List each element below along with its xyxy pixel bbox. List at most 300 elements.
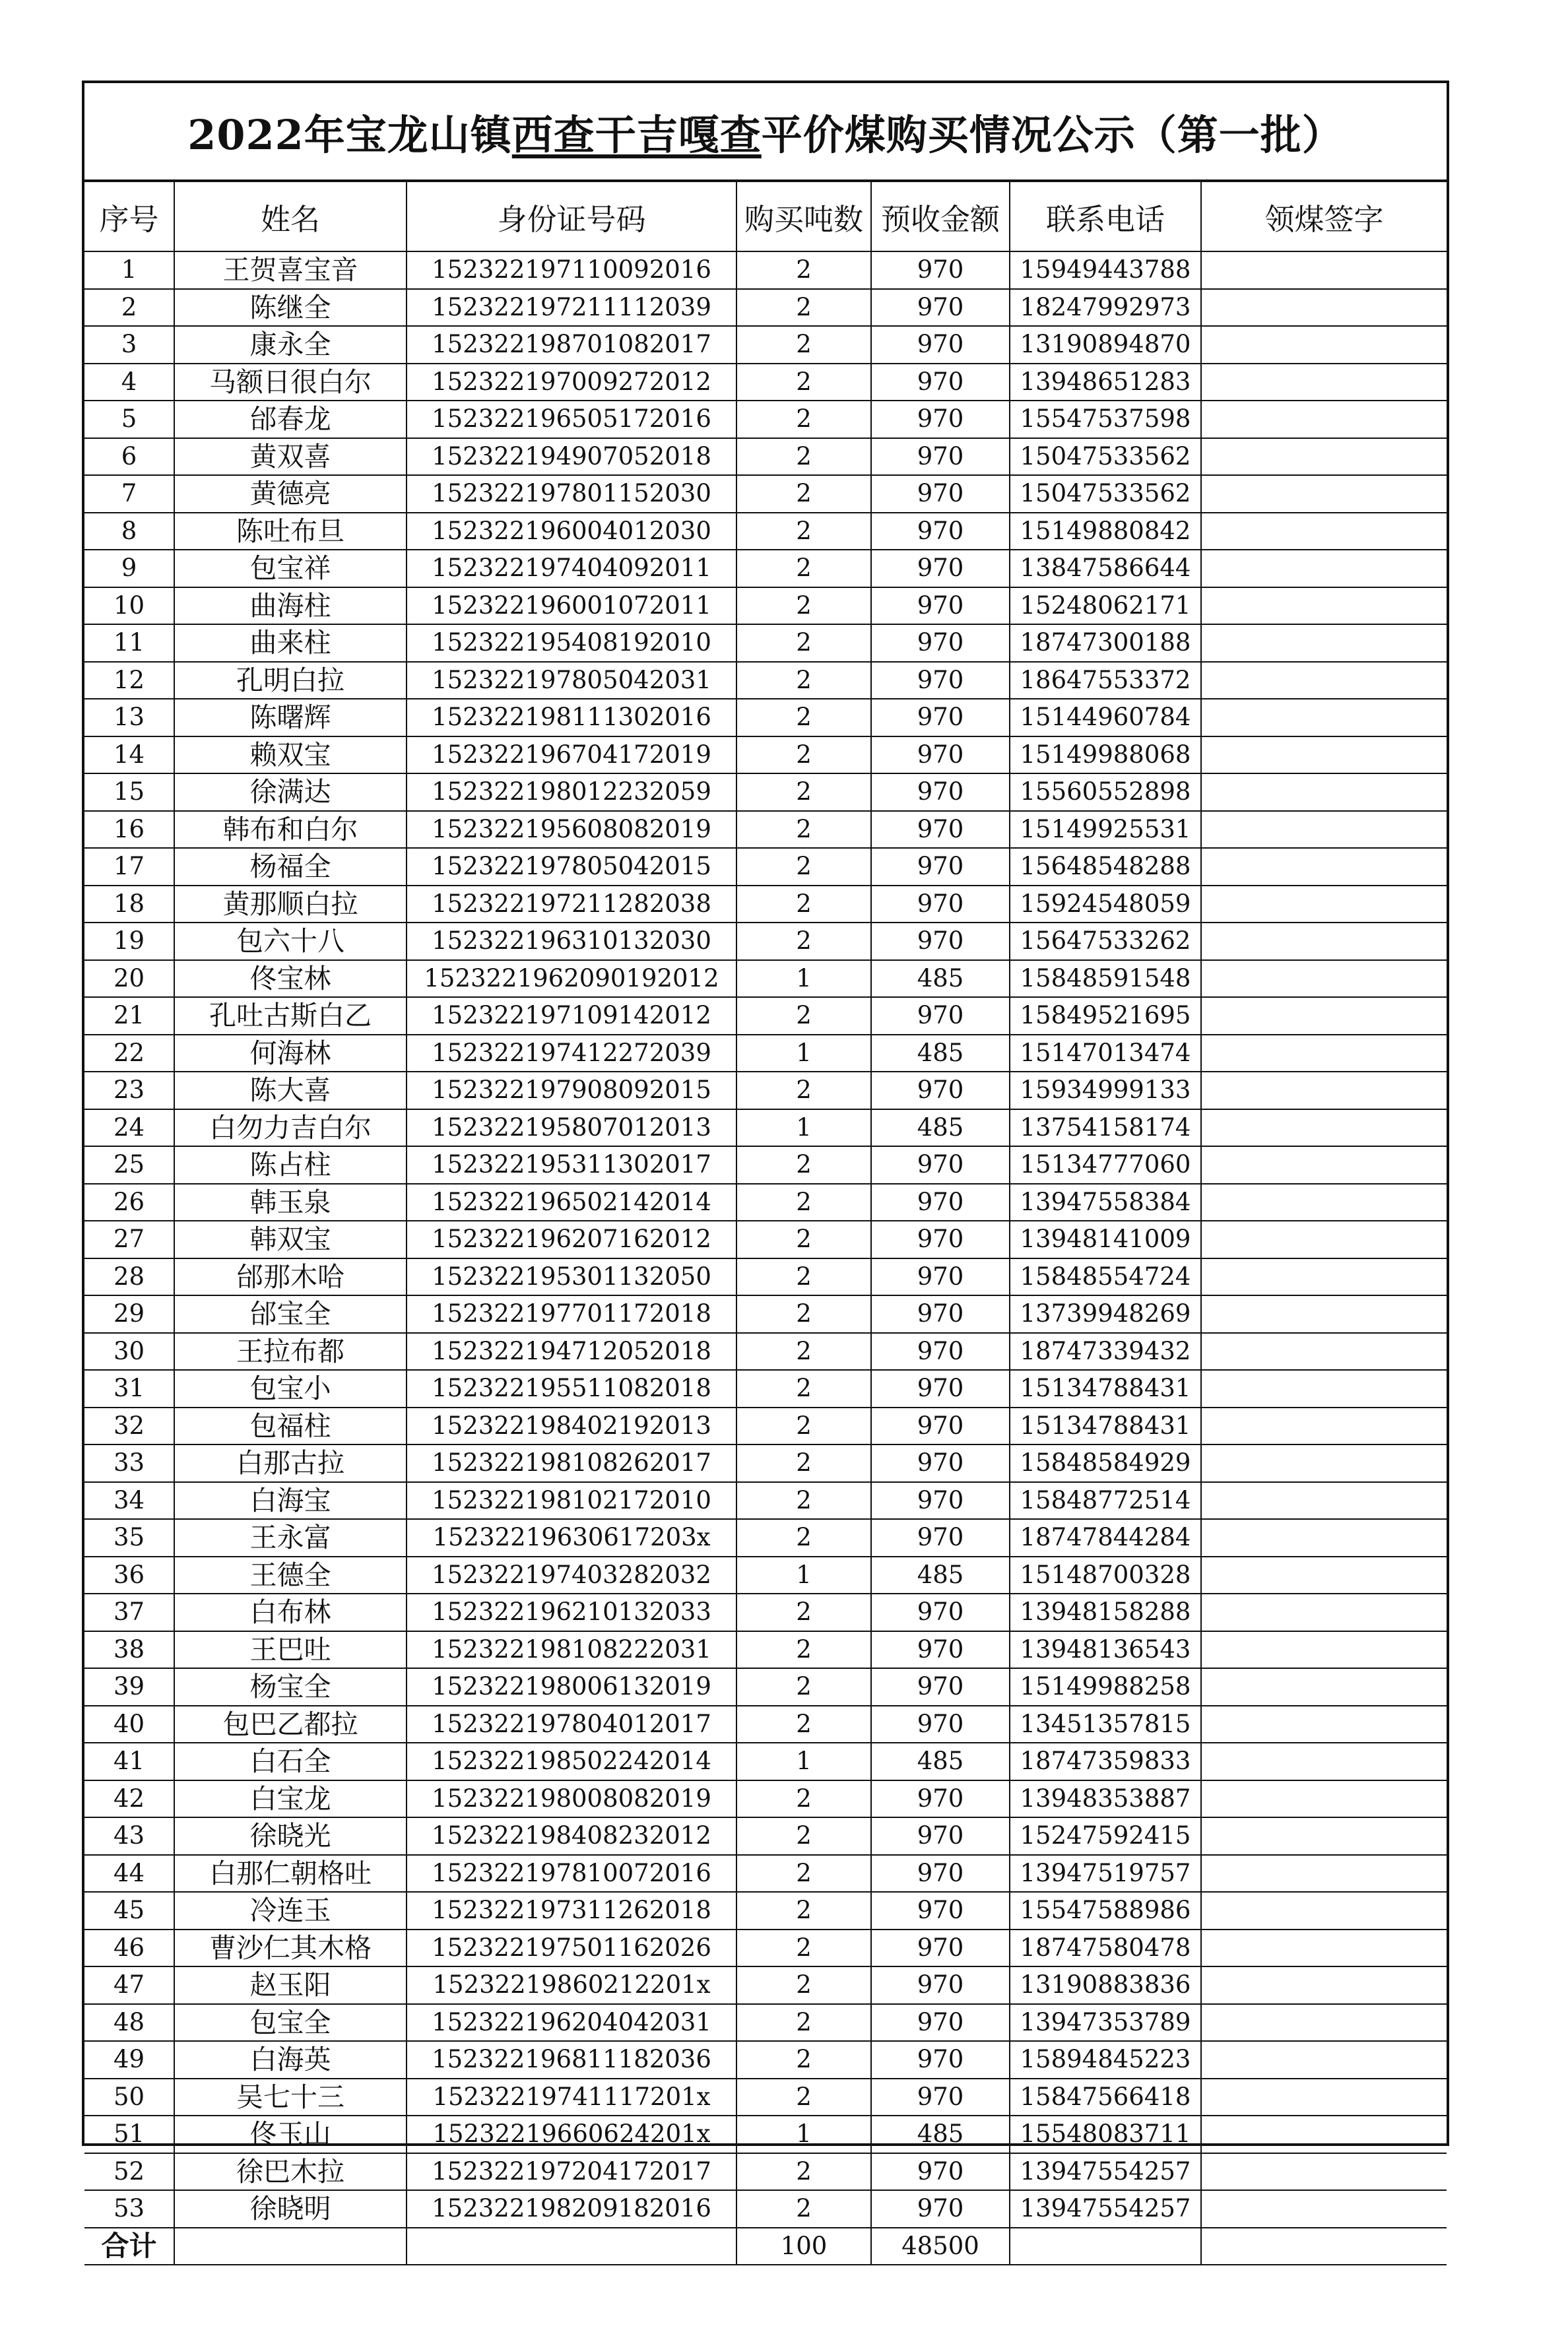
row-signature xyxy=(1201,1706,1447,1743)
row-index: 50 xyxy=(84,2079,174,2116)
row-phone: 15149925531 xyxy=(1010,811,1201,849)
row-tons: 2 xyxy=(736,2004,871,2042)
row-index: 1 xyxy=(84,251,174,289)
row-name: 韩布和白尔 xyxy=(174,811,407,849)
row-index: 29 xyxy=(84,1295,174,1333)
row-id-number: 152322197805042031 xyxy=(407,662,736,699)
row-tons: 2 xyxy=(736,1408,871,1445)
row-signature xyxy=(1201,1930,1447,1967)
row-index: 46 xyxy=(84,1930,174,1967)
row-id-number: 152322196204042031 xyxy=(407,2004,736,2042)
row-signature xyxy=(1201,2079,1447,2116)
row-index: 47 xyxy=(84,1966,174,2004)
table-row xyxy=(84,364,1447,401)
header-row xyxy=(84,182,1447,251)
row-name: 王贺喜宝音 xyxy=(174,251,407,289)
row-index: 2 xyxy=(84,289,174,327)
table-row xyxy=(84,699,1447,736)
row-name: 赖双宝 xyxy=(174,736,407,774)
row-index: 51 xyxy=(84,2116,174,2153)
row-signature xyxy=(1201,513,1447,550)
row-id-number: 152322197204172017 xyxy=(407,2153,736,2191)
row-phone: 15247592415 xyxy=(1010,1817,1201,1855)
row-amount: 970 xyxy=(871,1295,1010,1333)
row-signature xyxy=(1201,997,1447,1035)
row-id-number: 152322198701082017 xyxy=(407,326,736,364)
table-row xyxy=(84,1594,1447,1631)
row-signature xyxy=(1201,1743,1447,1780)
row-name: 徐巴木拉 xyxy=(174,2153,407,2191)
row-phone: 15648548288 xyxy=(1010,848,1201,886)
row-name: 陈曙辉 xyxy=(174,699,407,736)
row-phone: 13847586644 xyxy=(1010,550,1201,587)
row-index: 10 xyxy=(84,587,174,625)
row-id-number: 152322195408192010 xyxy=(407,624,736,662)
row-id-number: 152322197801152030 xyxy=(407,475,736,513)
row-signature xyxy=(1201,1668,1447,1706)
row-tons: 2 xyxy=(736,438,871,476)
row-id-number: 152322195807012013 xyxy=(407,1109,736,1147)
row-signature xyxy=(1201,289,1447,327)
row-phone: 13754158174 xyxy=(1010,1109,1201,1147)
row-index: 52 xyxy=(84,2153,174,2191)
row-phone: 15934999133 xyxy=(1010,1072,1201,1109)
row-phone: 15647533262 xyxy=(1010,923,1201,960)
row-index: 32 xyxy=(84,1408,174,1445)
row-amount: 485 xyxy=(871,1109,1010,1147)
row-amount: 485 xyxy=(871,1557,1010,1594)
row-phone: 18647553372 xyxy=(1010,662,1201,699)
row-index: 6 xyxy=(84,438,174,476)
row-name: 韩双宝 xyxy=(174,1221,407,1258)
row-name: 曹沙仁其木格 xyxy=(174,1930,407,1967)
total-empty-phone xyxy=(1010,2228,1201,2265)
table-row xyxy=(84,1743,1447,1780)
row-name: 陈占柱 xyxy=(174,1146,407,1184)
table-row xyxy=(84,1408,1447,1445)
row-signature xyxy=(1201,773,1447,811)
notice-sheet xyxy=(82,81,1449,2262)
purchase-table xyxy=(84,182,1447,2265)
row-phone: 15847566418 xyxy=(1010,2079,1201,2116)
row-name: 佟宝林 xyxy=(174,960,407,998)
row-index: 3 xyxy=(84,326,174,364)
row-index: 17 xyxy=(84,848,174,886)
row-signature xyxy=(1201,1072,1447,1109)
row-index: 27 xyxy=(84,1221,174,1258)
table-body xyxy=(84,251,1447,2228)
table-row xyxy=(84,251,1447,289)
row-id-number: 152322194907052018 xyxy=(407,438,736,476)
row-tons: 2 xyxy=(736,1892,871,1930)
row-name: 徐晓光 xyxy=(174,1817,407,1855)
row-tons: 2 xyxy=(736,662,871,699)
row-amount: 970 xyxy=(871,773,1010,811)
row-name: 包宝全 xyxy=(174,2004,407,2042)
row-index: 42 xyxy=(84,1780,174,1818)
table-row xyxy=(84,1184,1447,1221)
row-signature xyxy=(1201,1221,1447,1258)
row-amount: 970 xyxy=(871,1072,1010,1109)
row-phone: 13948158288 xyxy=(1010,1594,1201,1631)
row-index: 12 xyxy=(84,662,174,699)
table-row xyxy=(84,513,1447,550)
row-name: 白那古拉 xyxy=(174,1444,407,1482)
row-amount: 970 xyxy=(871,699,1010,736)
row-amount: 970 xyxy=(871,1519,1010,1557)
row-signature xyxy=(1201,1370,1447,1408)
table-row xyxy=(84,1035,1447,1072)
row-name: 佟玉山 xyxy=(174,2116,407,2153)
row-tons: 2 xyxy=(736,624,871,662)
row-id-number: 152322198108222031 xyxy=(407,1631,736,1669)
row-index: 9 xyxy=(84,550,174,587)
row-index: 33 xyxy=(84,1444,174,1482)
row-amount: 970 xyxy=(871,886,1010,923)
row-index: 18 xyxy=(84,886,174,923)
row-tons: 2 xyxy=(736,736,871,774)
row-id-number: 152322197810072016 xyxy=(407,1855,736,1893)
row-phone: 13948353887 xyxy=(1010,1780,1201,1818)
row-id-number: 152322198006132019 xyxy=(407,1668,736,1706)
row-amount: 970 xyxy=(871,1892,1010,1930)
table-row xyxy=(84,773,1447,811)
row-name: 杨福全 xyxy=(174,848,407,886)
row-name: 王拉布都 xyxy=(174,1333,407,1371)
row-phone: 15148700328 xyxy=(1010,1557,1201,1594)
header-id-number: 身份证号码 xyxy=(407,182,736,251)
row-name: 徐晓明 xyxy=(174,2190,407,2228)
row-name: 邰春龙 xyxy=(174,401,407,438)
row-tons: 2 xyxy=(736,699,871,736)
table-row xyxy=(84,624,1447,662)
row-tons: 2 xyxy=(736,1668,871,1706)
row-tons: 2 xyxy=(736,1221,871,1258)
row-id-number: 152322198102172010 xyxy=(407,1482,736,1520)
row-id-number: 152322198012232059 xyxy=(407,773,736,811)
row-phone: 15149880842 xyxy=(1010,513,1201,550)
row-name: 何海林 xyxy=(174,1035,407,1072)
row-amount: 970 xyxy=(871,848,1010,886)
row-id-number: 152322197211282038 xyxy=(407,886,736,923)
row-phone: 15144960784 xyxy=(1010,699,1201,736)
row-tons: 2 xyxy=(736,1930,871,1967)
row-phone: 13947554257 xyxy=(1010,2190,1201,2228)
page-title xyxy=(84,83,1447,182)
row-signature xyxy=(1201,1966,1447,2004)
row-index: 38 xyxy=(84,1631,174,1669)
table-row xyxy=(84,1519,1447,1557)
row-name: 包巴乙都拉 xyxy=(174,1706,407,1743)
row-signature xyxy=(1201,960,1447,998)
row-signature xyxy=(1201,1519,1447,1557)
row-signature xyxy=(1201,550,1447,587)
row-tons: 2 xyxy=(736,2041,871,2079)
row-signature xyxy=(1201,401,1447,438)
row-tons: 2 xyxy=(736,364,871,401)
row-signature xyxy=(1201,1855,1447,1893)
table-row xyxy=(84,2116,1447,2153)
row-phone: 18747844284 xyxy=(1010,1519,1201,1557)
row-signature xyxy=(1201,1408,1447,1445)
row-amount: 970 xyxy=(871,364,1010,401)
row-signature xyxy=(1201,886,1447,923)
row-name: 白海英 xyxy=(174,2041,407,2079)
row-amount: 970 xyxy=(871,438,1010,476)
row-amount: 970 xyxy=(871,736,1010,774)
row-index: 36 xyxy=(84,1557,174,1594)
row-phone: 15134777060 xyxy=(1010,1146,1201,1184)
row-name: 包宝祥 xyxy=(174,550,407,587)
row-amount: 970 xyxy=(871,2079,1010,2116)
row-id-number: 152322196502142014 xyxy=(407,1184,736,1221)
row-name: 白石全 xyxy=(174,1743,407,1780)
row-id-number: 152322195511082018 xyxy=(407,1370,736,1408)
row-index: 53 xyxy=(84,2190,174,2228)
row-id-number: 152322195608082019 xyxy=(407,811,736,849)
row-tons: 2 xyxy=(736,1184,871,1221)
row-tons: 2 xyxy=(736,1594,871,1631)
row-phone: 18747359833 xyxy=(1010,1743,1201,1780)
row-index: 49 xyxy=(84,2041,174,2079)
row-id-number: 152322198008082019 xyxy=(407,1780,736,1818)
row-signature xyxy=(1201,364,1447,401)
table-row xyxy=(84,1966,1447,2004)
row-signature xyxy=(1201,1631,1447,1669)
row-index: 31 xyxy=(84,1370,174,1408)
row-amount: 970 xyxy=(871,923,1010,960)
row-id-number: 152322196811182036 xyxy=(407,2041,736,2079)
table-row xyxy=(84,662,1447,699)
table-row xyxy=(84,886,1447,923)
row-index: 4 xyxy=(84,364,174,401)
table-row xyxy=(84,1557,1447,1594)
row-signature xyxy=(1201,2004,1447,2042)
row-id-number: 152322198502242014 xyxy=(407,1743,736,1780)
table-row xyxy=(84,736,1447,774)
row-name: 王德全 xyxy=(174,1557,407,1594)
row-index: 40 xyxy=(84,1706,174,1743)
table-row xyxy=(84,1892,1447,1930)
row-amount: 970 xyxy=(871,1258,1010,1296)
row-signature xyxy=(1201,662,1447,699)
row-signature xyxy=(1201,1146,1447,1184)
table-row xyxy=(84,2079,1447,2116)
row-index: 25 xyxy=(84,1146,174,1184)
row-id-number: 152322196505172016 xyxy=(407,401,736,438)
row-amount: 970 xyxy=(871,997,1010,1035)
row-tons: 2 xyxy=(736,1631,871,1669)
row-index: 23 xyxy=(84,1072,174,1109)
row-signature xyxy=(1201,699,1447,736)
table-row xyxy=(84,1258,1447,1296)
row-signature xyxy=(1201,1333,1447,1371)
row-tons: 2 xyxy=(736,1333,871,1371)
row-amount: 485 xyxy=(871,1035,1010,1072)
row-index: 11 xyxy=(84,624,174,662)
row-index: 22 xyxy=(84,1035,174,1072)
row-signature xyxy=(1201,848,1447,886)
row-signature xyxy=(1201,475,1447,513)
row-amount: 970 xyxy=(871,1146,1010,1184)
table-row xyxy=(84,2190,1447,2228)
row-index: 20 xyxy=(84,960,174,998)
row-amount: 970 xyxy=(871,587,1010,625)
row-amount: 970 xyxy=(871,1184,1010,1221)
row-id-number: 152322197110092016 xyxy=(407,251,736,289)
row-phone: 15547537598 xyxy=(1010,401,1201,438)
row-index: 34 xyxy=(84,1482,174,1520)
row-index: 44 xyxy=(84,1855,174,1893)
table-row xyxy=(84,1146,1447,1184)
row-amount: 970 xyxy=(871,624,1010,662)
row-id-number: 152322198209182016 xyxy=(407,2190,736,2228)
row-phone: 13739948269 xyxy=(1010,1295,1201,1333)
row-phone: 13947353789 xyxy=(1010,2004,1201,2042)
row-tons: 2 xyxy=(736,773,871,811)
row-id-number: 152322197701172018 xyxy=(407,1295,736,1333)
row-id-number: 152322197804012017 xyxy=(407,1706,736,1743)
row-phone: 15848584929 xyxy=(1010,1444,1201,1482)
row-index: 30 xyxy=(84,1333,174,1371)
table-row xyxy=(84,848,1447,886)
row-signature xyxy=(1201,587,1447,625)
row-tons: 1 xyxy=(736,1035,871,1072)
header-phone: 联系电话 xyxy=(1010,182,1201,251)
row-amount: 970 xyxy=(871,1631,1010,1669)
row-signature xyxy=(1201,2116,1447,2153)
row-name: 王永富 xyxy=(174,1519,407,1557)
row-index: 13 xyxy=(84,699,174,736)
row-id-number: 152322196310132030 xyxy=(407,923,736,960)
row-tons: 2 xyxy=(736,401,871,438)
row-tons: 2 xyxy=(736,475,871,513)
table-row xyxy=(84,2153,1447,2191)
row-index: 39 xyxy=(84,1668,174,1706)
row-id-number: 152322198108262017 xyxy=(407,1444,736,1482)
row-phone: 15894845223 xyxy=(1010,2041,1201,2079)
row-name: 邰那木哈 xyxy=(174,1258,407,1296)
row-tons: 1 xyxy=(736,960,871,998)
row-amount: 485 xyxy=(871,1743,1010,1780)
total-amount: 48500 xyxy=(871,2228,1010,2265)
row-amount: 970 xyxy=(871,475,1010,513)
row-id-number: 152322197211112039 xyxy=(407,289,736,327)
row-phone: 15560552898 xyxy=(1010,773,1201,811)
row-signature xyxy=(1201,251,1447,289)
table-row xyxy=(84,550,1447,587)
row-name: 黄德亮 xyxy=(174,475,407,513)
row-index: 48 xyxy=(84,2004,174,2042)
row-amount: 970 xyxy=(871,1333,1010,1371)
row-name: 陈吐布旦 xyxy=(174,513,407,550)
row-phone: 15047533562 xyxy=(1010,475,1201,513)
row-name: 孔吐古斯白乙 xyxy=(174,997,407,1035)
row-id-number: 152322196004012030 xyxy=(407,513,736,550)
row-signature xyxy=(1201,1444,1447,1482)
row-index: 15 xyxy=(84,773,174,811)
row-amount: 970 xyxy=(871,2041,1010,2079)
row-id-number: 152322197805042015 xyxy=(407,848,736,886)
row-amount: 970 xyxy=(871,662,1010,699)
row-name: 康永全 xyxy=(174,326,407,364)
row-signature xyxy=(1201,1594,1447,1631)
row-tons: 2 xyxy=(736,1966,871,2004)
row-signature xyxy=(1201,2153,1447,2191)
row-amount: 970 xyxy=(871,1370,1010,1408)
table-row xyxy=(84,587,1447,625)
row-index: 35 xyxy=(84,1519,174,1557)
row-name: 白勿力吉白尔 xyxy=(174,1109,407,1147)
row-id-number: 152322195301132050 xyxy=(407,1258,736,1296)
title-suffix: 平价煤购买情况公示（第一批） xyxy=(761,110,1344,159)
row-name: 冷连玉 xyxy=(174,1892,407,1930)
table-row xyxy=(84,811,1447,849)
total-empty-signature xyxy=(1201,2228,1447,2265)
row-name: 陈大喜 xyxy=(174,1072,407,1109)
row-signature xyxy=(1201,2190,1447,2228)
row-id-number: 152322196001072011 xyxy=(407,587,736,625)
row-tons: 2 xyxy=(736,811,871,849)
row-amount: 970 xyxy=(871,326,1010,364)
row-tons: 2 xyxy=(736,1817,871,1855)
row-index: 16 xyxy=(84,811,174,849)
row-name: 曲来柱 xyxy=(174,624,407,662)
row-id-number: 152322195311302017 xyxy=(407,1146,736,1184)
table-row xyxy=(84,1780,1447,1818)
row-name: 邰宝全 xyxy=(174,1295,407,1333)
row-amount: 970 xyxy=(871,550,1010,587)
row-phone: 13947519757 xyxy=(1010,1855,1201,1893)
row-name: 白那仁朝格吐 xyxy=(174,1855,407,1893)
title-village: 西查干吉嘎查 xyxy=(511,110,762,159)
row-tons: 2 xyxy=(736,1780,871,1818)
row-tons: 2 xyxy=(736,2153,871,2191)
row-name: 陈继全 xyxy=(174,289,407,327)
row-amount: 970 xyxy=(871,1594,1010,1631)
row-id-number: 152322197109142012 xyxy=(407,997,736,1035)
table-row xyxy=(84,1668,1447,1706)
row-index: 7 xyxy=(84,475,174,513)
row-name: 白宝龙 xyxy=(174,1780,407,1818)
row-tons: 2 xyxy=(736,513,871,550)
row-signature xyxy=(1201,1892,1447,1930)
row-name: 徐满达 xyxy=(174,773,407,811)
row-name: 赵玉阳 xyxy=(174,1966,407,2004)
row-signature xyxy=(1201,1184,1447,1221)
row-signature xyxy=(1201,923,1447,960)
row-signature xyxy=(1201,1109,1447,1147)
row-amount: 970 xyxy=(871,1930,1010,1967)
table-row xyxy=(84,1109,1447,1147)
row-id-number: 15232219860212201x xyxy=(407,1966,736,2004)
row-amount: 970 xyxy=(871,811,1010,849)
row-phone: 15149988068 xyxy=(1010,736,1201,774)
row-signature xyxy=(1201,736,1447,774)
row-id-number: 152322197009272012 xyxy=(407,364,736,401)
row-signature xyxy=(1201,1035,1447,1072)
row-name: 吴七十三 xyxy=(174,2079,407,2116)
row-amount: 970 xyxy=(871,1408,1010,1445)
row-name: 王巴吐 xyxy=(174,1631,407,1669)
row-index: 41 xyxy=(84,1743,174,1780)
row-signature xyxy=(1201,1295,1447,1333)
row-tons: 2 xyxy=(736,1444,871,1482)
row-signature xyxy=(1201,1482,1447,1520)
row-phone: 15047533562 xyxy=(1010,438,1201,476)
row-amount: 970 xyxy=(871,1221,1010,1258)
row-name: 孔明白拉 xyxy=(174,662,407,699)
